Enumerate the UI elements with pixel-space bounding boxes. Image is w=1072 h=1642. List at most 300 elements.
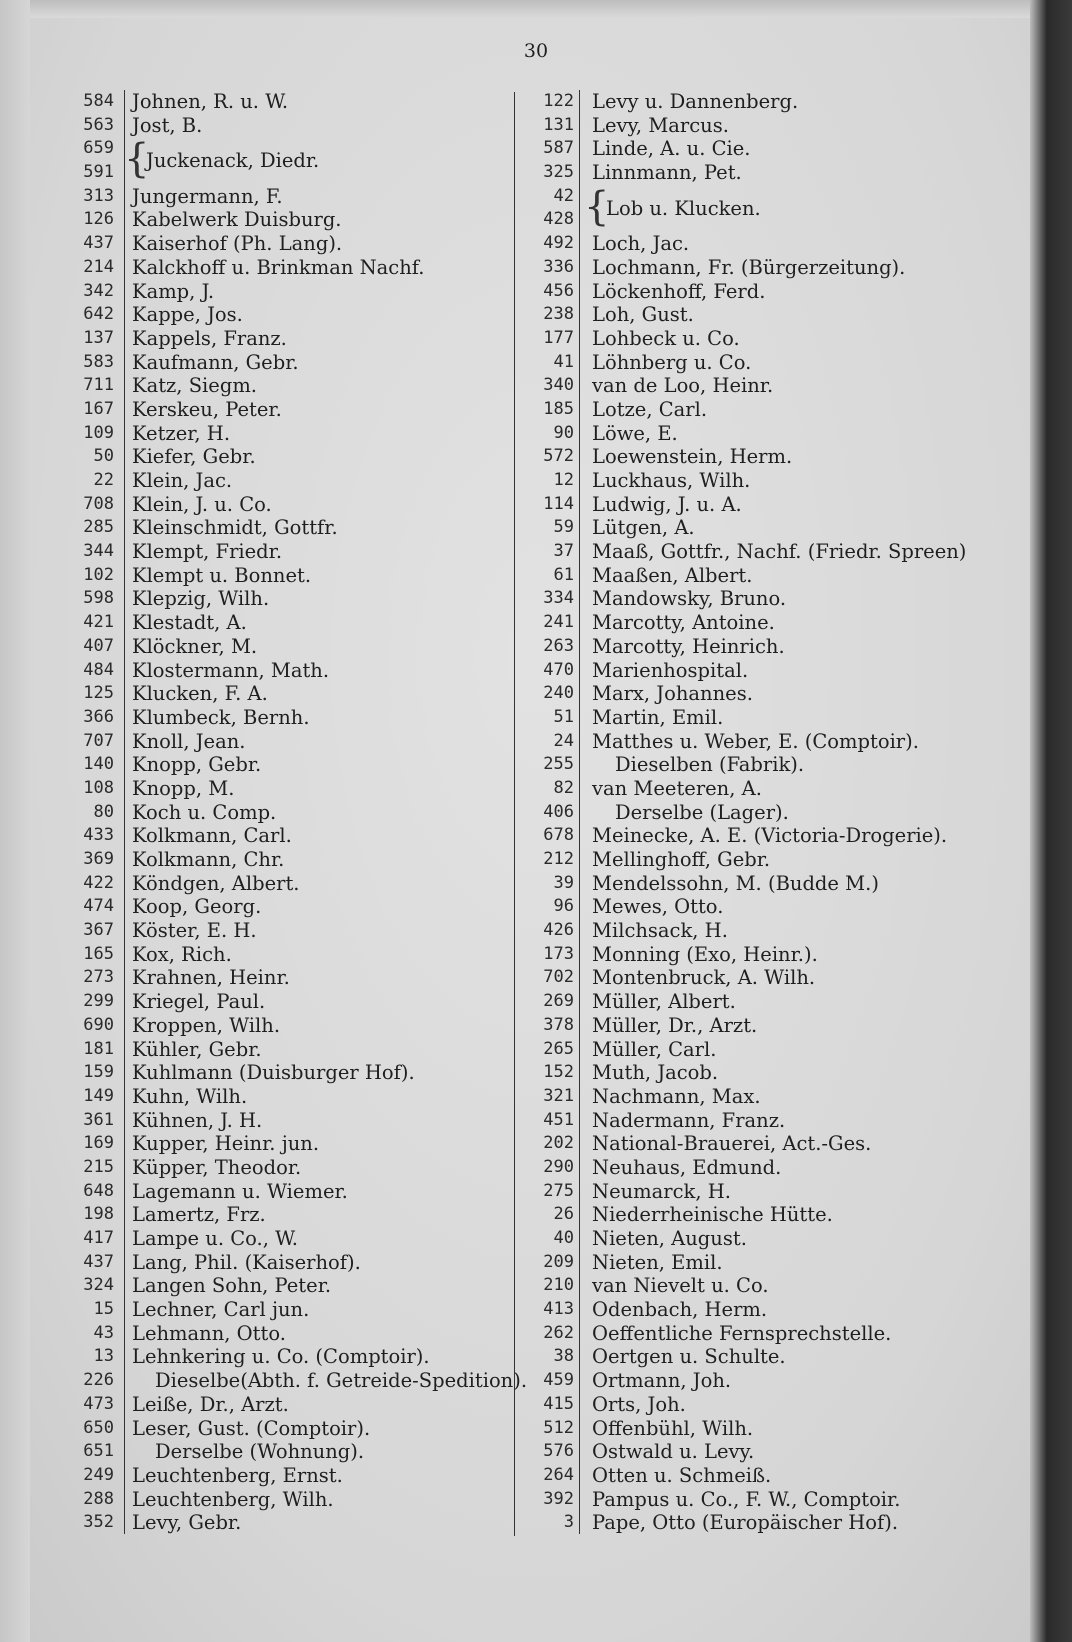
entry-name: Klempt, Friedr. [132,540,283,564]
directory-entry [520,943,1020,967]
entry-number: 24 [553,730,574,751]
directory-entry [60,730,530,754]
entry-name: Ostwald u. Levy. [592,1440,755,1464]
entry-number: 241 [543,612,574,633]
entry-name: Maaßen, Albert. [592,563,753,587]
entry-number: 378 [543,1014,574,1035]
entry-name: Oertgen u. Schulte. [592,1345,786,1369]
entry-number: 334 [543,588,574,609]
entry-number: 437 [83,1251,114,1272]
entry-name: Nieten, Emil. [592,1250,723,1274]
directory-entry [520,114,1020,138]
entry-number: 173 [543,943,574,964]
entry-name: van de Loo, Heinr. [592,374,774,398]
entry-number: 167 [83,398,114,419]
entry-number: 583 [83,351,114,372]
entry-number: 96 [553,896,574,917]
entry-name: Köster, E. H. [132,919,257,943]
directory-entry [520,1464,1020,1488]
directory-entry [60,398,530,422]
directory-entry [60,256,530,280]
entry-name: Köndgen, Albert. [132,871,300,895]
entry-number: 109 [83,422,114,443]
entry-name: Kleinschmidt, Gottfr. [132,516,338,540]
entry-number: 428 [543,209,574,230]
entry-number: 122 [543,91,574,111]
directory-entry [520,516,1020,540]
entry-name: Ketzer, H. [132,421,231,445]
entry-name: Kappels, Franz. [132,326,287,350]
entry-name: Loewenstein, Herm. [592,445,793,469]
directory-entry [60,493,530,517]
entry-number: 563 [83,114,114,135]
entry-name: Martin, Emil. [592,705,724,729]
entry-number: 422 [83,872,114,893]
entry-name: Marcotty, Antoine. [592,611,775,635]
entry-number: 263 [543,635,574,656]
entry-name: van Nievelt u. Co. [592,1274,769,1298]
entry-number: 13 [93,1346,114,1367]
directory-entry [520,469,1020,493]
entry-name: Mellinghoff, Gebr. [592,848,771,871]
directory-entry [60,469,530,493]
entry-name: Leiße, Dr., Arzt. [132,1392,289,1416]
entry-number: 415 [543,1393,574,1414]
entry-name: Koop, Georg. [132,895,262,919]
directory-entry [520,1014,1020,1038]
entry-name: Klucken, F. A. [132,682,268,706]
directory-entry [60,801,530,825]
directory-entry [520,161,1020,185]
directory-entry [520,137,1020,161]
directory-entry [520,280,1020,304]
entry-number: 417 [83,1228,114,1248]
entry-name: Kuhn, Wilh. [132,1084,248,1108]
entry-name: Nachmann, Max. [592,1084,761,1108]
entry-number: 140 [83,754,114,775]
directory-entry [520,1345,1020,1369]
entry-name: Lütgen, A. [592,516,695,540]
entry-name: Johnen, R. u. W. [132,90,289,113]
entry-number: 366 [83,706,114,727]
entry-name: Klein, Jac. [132,469,233,492]
entry-number: 169 [83,1133,114,1154]
entry-number: 702 [543,967,574,988]
entry-number: 198 [83,1204,114,1225]
entry-number: 126 [83,209,114,230]
entry-name: Lehnkering u. Co. (Comptoir). [132,1345,430,1369]
entry-number: 290 [543,1156,574,1177]
entry-number: 325 [543,162,574,183]
entry-number: 392 [543,1488,574,1509]
entry-number: 708 [83,493,114,514]
entry-name: Ortmann, Joh. [592,1369,732,1393]
directory-entry [60,1464,530,1488]
entry-number: 43 [93,1322,114,1343]
directory-entry [60,1298,530,1322]
entry-name: Klepzig, Wilh. [132,587,270,611]
entry-number: 678 [543,825,574,846]
directory-entry [60,1345,530,1369]
entry-name: Mewes, Otto. [592,895,724,919]
directory-entry [520,540,1020,564]
directory-entry [520,303,1020,327]
directory-entry [520,1061,1020,1085]
entry-name: Odenbach, Herm. [592,1298,768,1322]
directory-entry [520,587,1020,611]
entry-number: 22 [93,470,114,490]
directory-entry [520,1038,1020,1062]
entry-number: 591 [83,162,114,183]
entry-name: Lagemann u. Wiemer. [132,1179,348,1203]
directory-entry [520,1085,1020,1109]
entry-name: Kox, Rich. [132,942,232,966]
entry-number: 26 [553,1204,574,1225]
directory-entry [520,1488,1020,1512]
entry-number: 344 [83,541,114,562]
directory-entry [520,706,1020,730]
entry-number: 165 [83,943,114,964]
left-column [60,90,530,1535]
entry-number: 125 [83,683,114,704]
entry-name: Löckenhoff, Ferd. [592,279,766,303]
entry-name: Kühnen, J. H. [132,1108,263,1132]
directory-entry [520,1274,1020,1298]
entry-name: Kaufmann, Gebr. [132,350,299,374]
entry-number: 484 [83,659,114,680]
entry-number: 249 [83,1464,114,1485]
entry-number: 288 [83,1488,114,1509]
entry-number: 269 [543,991,574,1012]
entry-name: Kühler, Gebr. [132,1037,262,1061]
directory-entry [520,232,1020,256]
directory-entry [60,1061,530,1085]
entry-number: 59 [553,517,574,538]
directory-entry [520,1109,1020,1133]
directory-entry [520,1132,1020,1156]
entry-name: Oeffentliche Fernsprechstelle. [592,1321,892,1345]
entry-name: Kuhlmann (Duisburger Hof). [132,1061,415,1085]
directory-entry [60,516,530,540]
directory-entry [60,422,530,446]
directory-entry [520,1322,1020,1346]
entry-number: 340 [543,375,574,396]
directory-entry [60,587,530,611]
entry-number: 299 [83,991,114,1012]
entry-number: 90 [553,422,574,443]
entry-name: Loh, Gust. [592,303,694,327]
directory-entry [520,1440,1020,1464]
entry-name: Monning (Exo, Heinr.). [592,942,818,966]
entry-name: Linde, A. u. Cie. [592,137,751,161]
entry-name: Niederrheinische Hütte. [592,1203,833,1227]
directory-entry [520,1251,1020,1275]
entry-number: 265 [543,1038,574,1059]
entry-number: 214 [83,256,114,277]
entry-number: 321 [543,1085,574,1106]
directory-entry [60,445,530,469]
directory-entry [60,90,530,114]
entry-number: 149 [83,1085,114,1106]
entry-number: 131 [543,114,574,135]
entry-name: Maaß, Gottfr., Nachf. (Friedr. Spreen) [592,540,967,564]
directory-entry [520,1180,1020,1204]
page-edge-right [1030,0,1072,1642]
entry-number: 413 [543,1299,574,1320]
entry-name: Juckenack, Diedr. [146,149,320,173]
entry-name: Lang, Phil. (Kaiserhof). [132,1250,361,1274]
entry-number: 240 [543,683,574,704]
entry-number: 202 [543,1133,574,1154]
entry-name: Knopp, M. [132,776,235,800]
directory-entry [520,1203,1020,1227]
directory-entry [60,777,530,801]
entry-number: 37 [553,541,574,562]
directory-entry [520,777,1020,801]
entry-name: National-Brauerei, Act.-Ges. [592,1132,872,1156]
entry-number: 181 [83,1038,114,1059]
directory-entry [60,540,530,564]
directory-entry [60,1203,530,1227]
entry-name: Milchsack, H. [592,919,728,943]
directory-entry [60,1369,530,1393]
entry-name: Klempt u. Bonnet. [132,563,312,587]
entry-name: Linnmann, Pet. [592,161,742,185]
page-edge-left [0,0,30,1642]
entry-name: Leuchtenberg, Wilh. [132,1487,334,1511]
entry-name: Otten u. Schmeiß. [592,1463,772,1487]
directory-entry [60,1322,530,1346]
directory-entry [520,564,1020,588]
entry-number: 711 [83,375,114,396]
directory-entry [520,1511,1020,1535]
entry-name: Loch, Jac. [592,232,690,256]
directory-entry [520,895,1020,919]
entry-number: 40 [553,1228,574,1248]
entry-name: Katz, Siegm. [132,374,258,398]
directory-entry [60,943,530,967]
directory-entry [520,990,1020,1014]
entry-name: Löhnberg u. Co. [592,350,752,374]
directory-entry [60,1417,530,1441]
directory-entry [60,1274,530,1298]
directory-entry [520,327,1020,351]
entry-name: Kalckhoff u. Brinkman Nachf. [132,255,425,279]
directory-entry [60,374,530,398]
entry-number: 361 [83,1109,114,1130]
directory-entry [60,303,530,327]
entry-number: 185 [543,398,574,419]
directory-entry [60,1085,530,1109]
entry-name: Marx, Johannes. [592,682,753,706]
entry-number: 51 [553,706,574,727]
entry-name: Klein, J. u. Co. [132,492,272,516]
entry-name: van Meeteren, A. [592,776,762,800]
directory-entry [520,256,1020,280]
directory-entry [520,753,1020,777]
entry-number: 642 [83,304,114,325]
entry-name: Müller, Albert. [592,990,736,1014]
entry-number: 50 [93,446,114,467]
directory-entry [520,422,1020,446]
entry-number: 114 [543,493,574,514]
directory-entry [60,872,530,896]
directory-entry [520,659,1020,683]
directory-entry [60,1038,530,1062]
entry-number: 42 [553,185,574,206]
entry-name: Nadermann, Franz. [592,1108,786,1132]
directory-entry [520,374,1020,398]
entry-number: 584 [83,91,114,111]
entry-number: 342 [83,280,114,301]
entry-name: Neuhaus, Edmund. [592,1155,782,1179]
entry-name: Derselbe (Wohnung). [155,1440,365,1464]
entry-name: Kroppen, Wilh. [132,1013,281,1037]
entry-number: 512 [543,1417,574,1438]
directory-entry [520,919,1020,943]
entry-name: Klöckner, M. [132,634,258,658]
directory-entry [60,208,530,232]
directory-entry [520,611,1020,635]
entry-name: Jost, B. [132,113,203,137]
directory-entry [520,872,1020,896]
directory-entry [60,161,530,185]
entry-name: Muth, Jacob. [592,1061,719,1085]
entry-number: 137 [83,327,114,348]
entry-number: 473 [83,1393,114,1414]
entry-number: 15 [93,1299,114,1320]
entry-number: 80 [93,801,114,822]
directory-entry [520,398,1020,422]
directory-entry [520,801,1020,825]
entry-name: Levy, Marcus. [592,113,729,137]
entry-name: Pampus u. Co., F. W., Comptoir. [592,1487,901,1511]
entry-name: Matthes u. Weber, E. (Comptoir). [592,729,919,753]
entry-name: Müller, Carl. [592,1037,717,1061]
directory-entry [520,1156,1020,1180]
entry-number: 210 [543,1275,574,1296]
directory-entry [520,730,1020,754]
entry-number: 576 [543,1441,574,1462]
entry-name: Meinecke, A. E. (Victoria-Drogerie). [592,824,948,848]
entry-number: 262 [543,1322,574,1343]
entry-name: Klumbeck, Bernh. [132,705,310,729]
directory-entry [520,208,1020,232]
entry-number: 456 [543,280,574,301]
entry-number: 152 [543,1062,574,1083]
entry-name: Knoll, Jean. [132,729,246,753]
entry-name: Luckhaus, Wilh. [592,469,751,492]
entry-number: 421 [83,612,114,633]
directory-entry [520,493,1020,517]
entry-number: 587 [543,138,574,159]
entry-name: Offenbühl, Wilh. [592,1416,754,1440]
directory-entry [520,682,1020,706]
directory-entry [60,659,530,683]
directory-entry [60,848,530,872]
entry-number: 102 [83,564,114,585]
entry-number: 177 [543,327,574,348]
entry-number: 215 [83,1156,114,1177]
entry-name: Kamp, J. [132,279,215,303]
directory-entry [60,895,530,919]
entry-name: Lotze, Carl. [592,397,708,421]
entry-name: Leuchtenberg, Ernst. [132,1463,343,1487]
entry-name: Montenbruck, A. Wilh. [592,966,816,990]
entry-number: 313 [83,185,114,206]
directory-entry [60,824,530,848]
entry-number: 285 [83,517,114,538]
entry-number: 648 [83,1180,114,1201]
directory-entry [60,1227,530,1251]
entry-name: Marcotty, Heinrich. [592,634,785,658]
entry-number: 433 [83,825,114,846]
entry-name: Kabelwerk Duisburg. [132,208,342,232]
directory-entry [60,232,530,256]
directory-entry [60,1440,530,1464]
directory-entry [60,1156,530,1180]
entry-name: Lohbeck u. Co. [592,326,740,350]
directory-entry [60,706,530,730]
directory-entry [60,1488,530,1512]
entry-number: 39 [553,872,574,893]
directory-entry [60,1014,530,1038]
entry-number: 474 [83,896,114,917]
entry-name: Lechner, Carl jun. [132,1298,310,1322]
directory-entry [520,1298,1020,1322]
entry-name: Langen Sohn, Peter. [132,1274,332,1298]
entry-name: Löwe, E. [592,421,678,445]
entry-name: Marienhospital. [592,658,749,682]
entry-number: 369 [83,849,114,869]
entry-name: Kriegel, Paul. [132,990,266,1014]
entry-name: Levy, Gebr. [132,1511,242,1535]
entry-name: Krahnen, Heinr. [132,966,290,990]
entry-number: 159 [83,1062,114,1083]
entry-name: Orts, Joh. [592,1392,686,1416]
entry-number: 61 [553,564,574,585]
entry-number: 3 [563,1512,574,1533]
directory-entry [60,1109,530,1133]
entry-number: 336 [543,256,574,277]
directory-entry [520,351,1020,375]
entry-name: Nieten, August. [592,1227,747,1250]
entry-name: Dieselbe(Abth. f. Getreide-Spedition). [155,1369,528,1393]
entry-name: Pape, Otto (Europäischer Hof). [592,1511,899,1535]
entry-number: 690 [83,1014,114,1035]
entry-number: 598 [83,588,114,609]
entry-name: Lochmann, Fr. (Bürgerzeitung). [592,255,906,279]
directory-entry [60,1511,530,1535]
entry-name: Klestadt, A. [132,611,247,635]
entry-number: 275 [543,1180,574,1201]
directory-entry [520,445,1020,469]
entry-number: 108 [83,777,114,798]
entry-name: Levy u. Dannenberg. [592,90,799,113]
entry-name: Kaiserhof (Ph. Lang). [132,232,343,256]
entry-name: Kolkmann, Carl. [132,824,292,848]
directory-entry [60,327,530,351]
entry-name: Dieselben (Fabrik). [615,753,805,777]
entry-number: 451 [543,1109,574,1130]
entry-number: 707 [83,730,114,751]
entry-number: 437 [83,233,114,254]
directory-entry [60,114,530,138]
entry-number: 238 [543,304,574,325]
entry-name: Kappe, Jos. [132,303,243,327]
directory-entry [520,1369,1020,1393]
entry-name: Müller, Dr., Arzt. [592,1013,758,1037]
